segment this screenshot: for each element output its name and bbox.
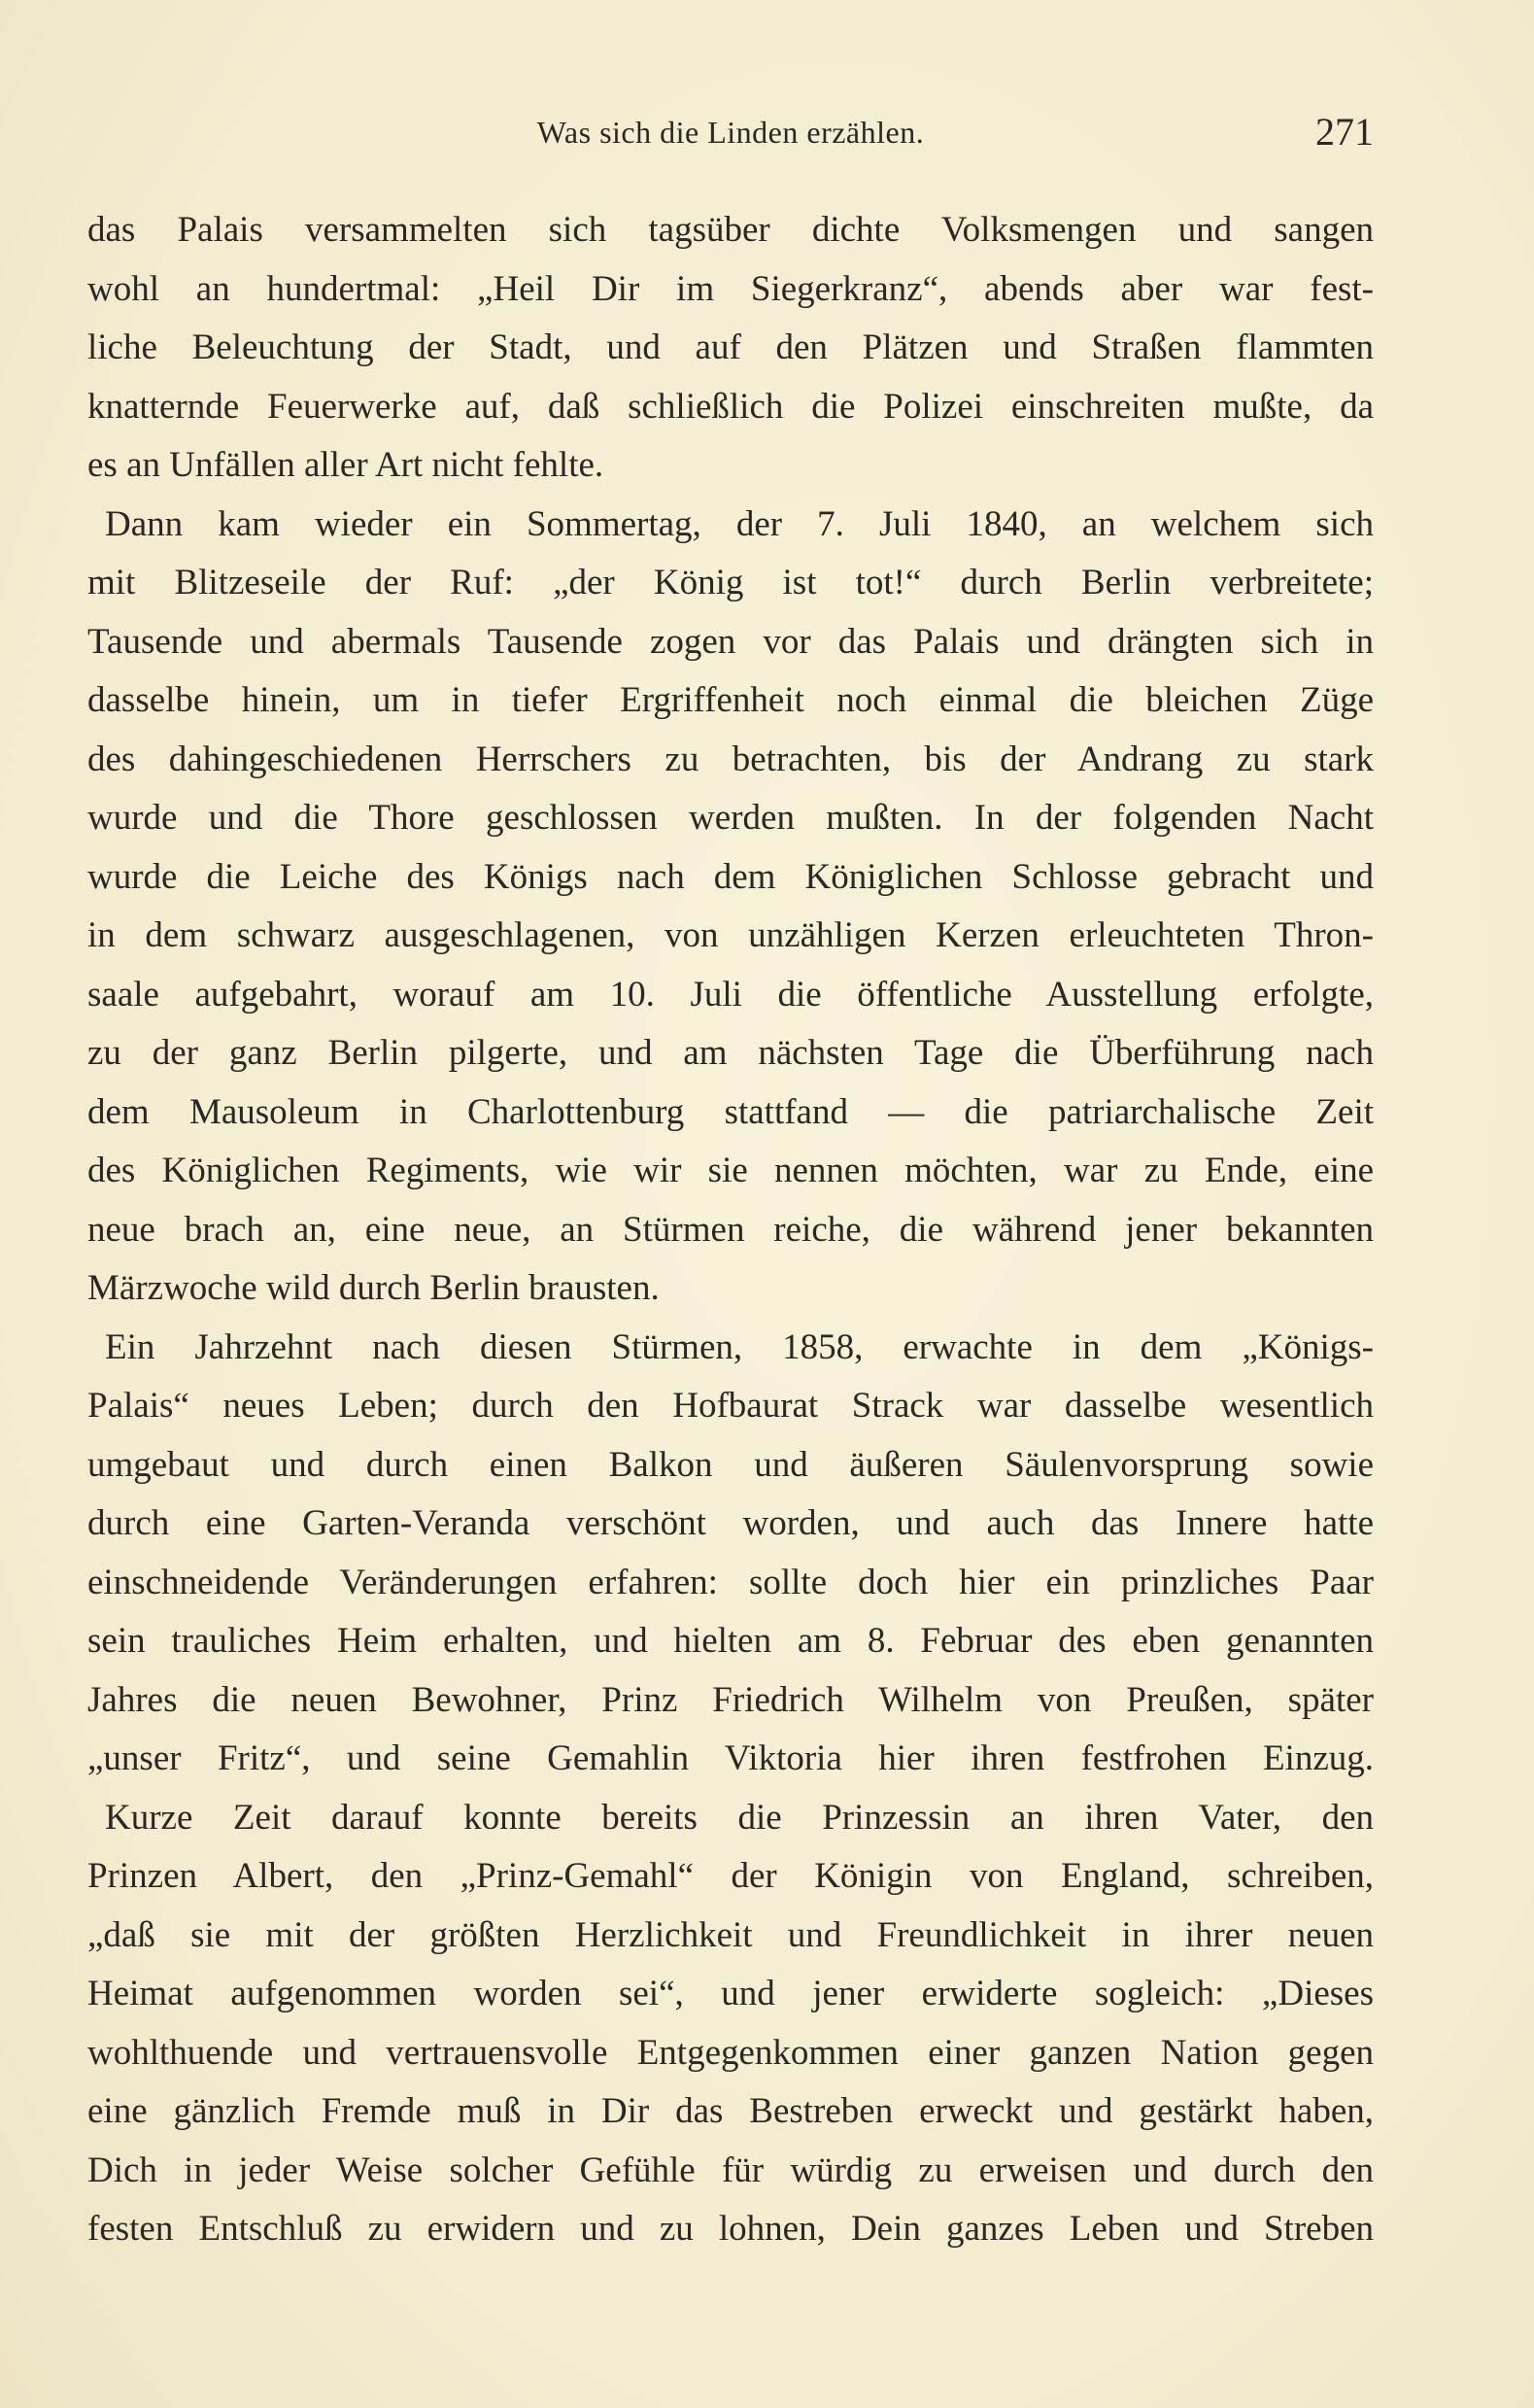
text-line: wurde und die Thore geschlossen werden mußten. In der folgenden Nacht: [87, 798, 1374, 838]
text-line: des Königlichen Regiments, wie wir sie nennen möchten, war zu Ende, eine: [87, 1151, 1374, 1190]
text-line: wohlthuende und vertrauensvolle Entgegenkommen einer ganzen Nation gegen: [87, 2032, 1374, 2073]
text-line: Dich in jeder Weise solcher Gefühle für würdig zu erweisen und durch den: [87, 2150, 1374, 2190]
text-line: Tausende und abermals Tausende zogen vor das Palais und drängten sich in: [87, 621, 1374, 662]
text-line: dasselbe hinein, um in tiefer Ergriffenheit noch einmal die bleichen Züge: [87, 680, 1374, 720]
text-line: es an Unfällen aller Art nicht fehlte.: [87, 445, 604, 485]
text-line: festen Entschluß zu erwidern und zu lohnen, Dein ganzes Leben und Streben: [87, 2209, 1374, 2249]
text-line: „daß sie mit der größten Herzlichkeit und Freundlichkeit in ihrer neuen: [87, 1914, 1374, 1955]
text-line: mit Blitzeseile der Ruf: „der König ist tot!“ durch Berlin verbreitete;: [87, 563, 1374, 602]
text-line: umgebaut und durch einen Balkon und äußeren Säulenvorsprung sowie: [87, 1444, 1374, 1485]
text-line: Dann kam wieder ein Sommertag, der 7. Juli 1840, an welchem sich: [105, 503, 1374, 544]
text-line: zu der ganz Berlin pilgerte, und am nächsten Tage die Überführung nach: [87, 1033, 1374, 1073]
text-line: Jahres die neuen Bewohner, Prinz Friedrich Wilhelm von Preußen, später: [87, 1679, 1374, 1720]
text-line: Palais“ neues Leben; durch den Hofbaurat Strack war dasselbe wesentlich: [87, 1386, 1374, 1426]
text-line: Ein Jahrzehnt nach diesen Stürmen, 1858, erwachte in dem „Königs-: [105, 1326, 1374, 1367]
text-line: eine gänzlich Fremde muß in Dir das Bestreben erweckt und gestärkt haben,: [87, 2091, 1374, 2131]
running-title: Was sich die Linden erzählen.: [536, 115, 925, 150]
text-line: wurde die Leiche des Königs nach dem Königlichen Schlosse gebracht und: [87, 856, 1374, 897]
text-line: Märzwoche wild durch Berlin brausten.: [87, 1268, 660, 1308]
text-line: Kurze Zeit darauf konnte bereits die Prinzessin an ihren Vater, den: [105, 1797, 1374, 1838]
text-line: dem Mausoleum in Charlottenburg stattfand — die patriarchalische Zeit: [87, 1091, 1374, 1132]
page-header: [87, 109, 1374, 157]
text-line: in dem schwarz ausgeschlagenen, von unzähligen Kerzen erleuchteten Thron-: [87, 915, 1374, 955]
text-line: saale aufgebahrt, worauf am 10. Juli die öffentliche Ausstellung erfolgte,: [87, 974, 1374, 1015]
text-line: des dahingeschiedenen Herrschers zu betrachten, bis der Andrang zu stark: [87, 739, 1374, 779]
text-line: Heimat aufgenommen worden sei“, und jener erwiderte sogleich: „Dieses: [87, 1974, 1374, 2013]
text-line: „unser Fritz“, und seine Gemahlin Viktoria hier ihren festfrohen Einzug.: [87, 1738, 1374, 1778]
text-line: einschneidende Veränderungen erfahren: sollte doch hier ein prinzliches Paar: [87, 1562, 1374, 1602]
page-number: 271: [1315, 110, 1374, 154]
body-text: [87, 201, 1374, 2259]
text-line: liche Beleuchtung der Stadt, und auf den Plätzen und Straßen flammten: [87, 327, 1374, 367]
text-line: knatternde Feuerwerke auf, daß schließlich die Polizei einschreiten mußte, da: [87, 386, 1374, 427]
text-line: wohl an hundertmal: „Heil Dir im Siegerkranz“, abends aber war fest-: [87, 268, 1374, 309]
text-line: durch eine Garten-Veranda verschönt worden, und auch das Innere hatte: [87, 1503, 1374, 1543]
text-line: sein trauliches Heim erhalten, und hielten am 8. Februar des eben genannten: [87, 1621, 1374, 1661]
text-line: neue brach an, eine neue, an Stürmen reiche, die während jener bekannten: [87, 1209, 1374, 1250]
text-line: das Palais versammelten sich tagsüber dichte Volksmengen und sangen: [87, 210, 1374, 250]
text-line: Prinzen Albert, den „Prinz-Gemahl“ der Königin von England, schreiben,: [87, 1856, 1374, 1896]
